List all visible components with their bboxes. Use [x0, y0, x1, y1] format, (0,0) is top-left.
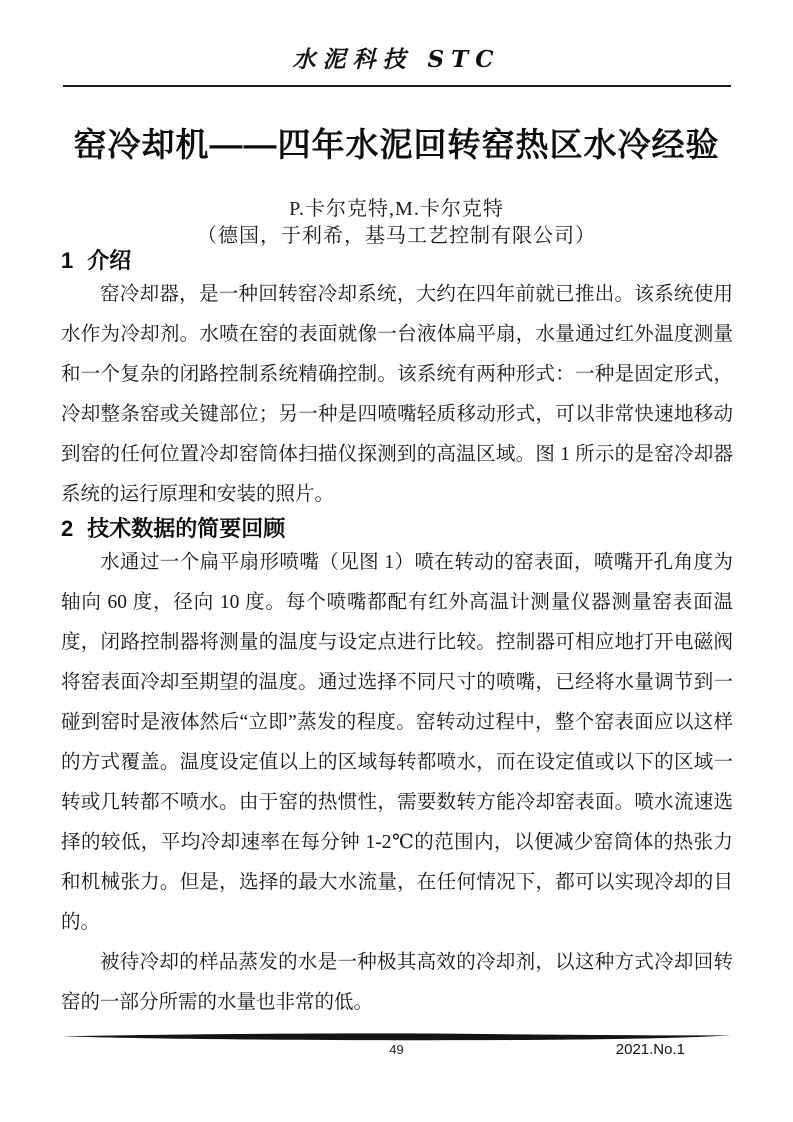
- section-2-heading: [61, 515, 733, 543]
- footer-rule: [63, 1033, 731, 1041]
- footer-page-number: 49: [389, 1042, 404, 1057]
- section-2-title: 技术数据的简要回顾: [87, 516, 286, 541]
- section-1-paragraph: 窑冷却器，是一种回转窑冷却系统，大约在四年前就已推出。该系统使用水作为冷却剂。水喷在窑的表面就像一台液体扁平扇，水量通过红外温度测量和一个复杂的闭路控制系统精确控制。该系统有两种形式：一种是固定形式，冷却整条窑或关键部位；另一种是四喷嘴轻质移动形式，可以非常快速地移动到窑的任何位置冷却窑筒体扫描仪探测到的高温区域。图 1 所示的是窑冷却器系统的运行原理和安装的照片。: [61, 284, 733, 505]
- section-2-number: 2: [61, 516, 74, 541]
- article-affiliation: （德国，于利希，基马工艺控制有限公司）: [197, 225, 596, 247]
- article-title: 窑冷却机——四年水泥回转窑热区水冷经验: [73, 126, 720, 163]
- section-1-heading: [61, 247, 733, 275]
- section-2-paragraph-2: 被待冷却的样品蒸发的水是一种极其高效的冷却剂，以这种方式冷却回转窑的一部分所需的水量也非常的低。: [61, 952, 733, 1013]
- section-1-number: 1: [61, 248, 74, 273]
- article-authors: P.卡尔克特,M.卡尔克特: [289, 198, 504, 220]
- journal-header-title: 水泥科技 STC: [292, 46, 501, 73]
- footer-issue-label: 2021.No.1: [615, 1041, 685, 1058]
- section-1-title: 介绍: [87, 248, 132, 273]
- article-body: [61, 247, 733, 1023]
- header-rule: [63, 85, 731, 87]
- section-2-paragraph-1: 水通过一个扁平扇形喷嘴（见图 1）喷在转动的窑表面，喷嘴开孔角度为轴向 60 度，径向 10 度。每个喷嘴都配有红外高温计测量仪器测量窑表面温度，闭路控制器将测量的温度与设定点进行比较。控制器可相应地打开电磁阀将窑表面冷却至期望的温度。通过选择不同尺寸的喷嘴，已经将水量调节到一碰到窑时是液体然后“立即”蒸发的程度。窑转动过程中，整个窑表面应以这样的方式覆盖。温度设定值以上的区域每转都喷水，而在设定值或以下的区域一转或几转都不喷水。由于窑的热惯性，需要数转方能冷却窑表面。喷水流速选择的较低，平均冷却速率在每分钟 1-2℃的范围内，以便减少窑筒体的热张力和机械张力。但是，选择的最大水流量，在任何情况下，都可以实现冷却的目的。: [61, 552, 733, 933]
